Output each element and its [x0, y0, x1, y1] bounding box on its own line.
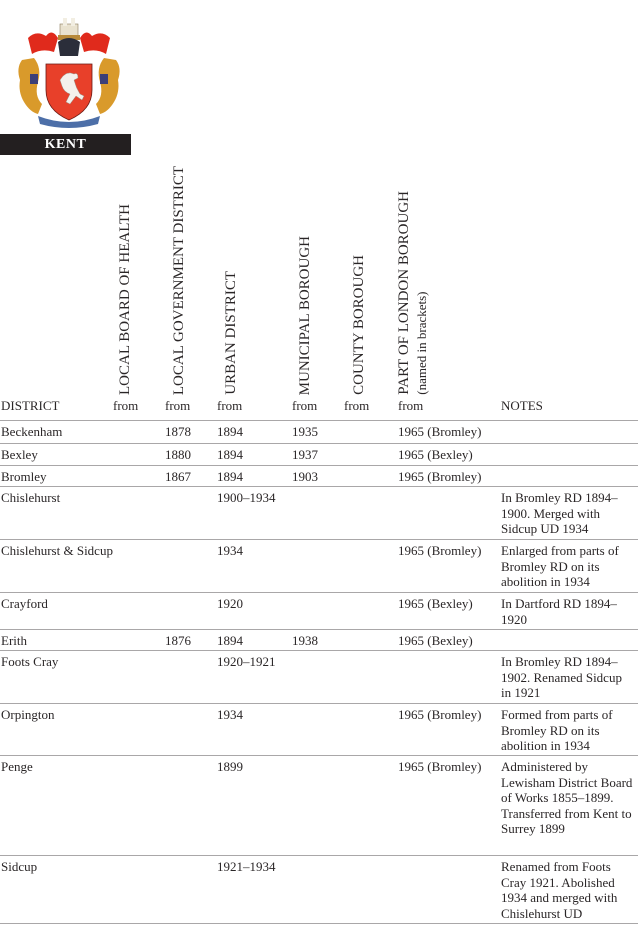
cell-ud: 1934: [217, 543, 243, 558]
cell-lgd: 1867: [165, 469, 191, 484]
cell-lgd: 1876: [165, 633, 191, 648]
lion-right: [96, 58, 120, 114]
cell-district: Foots Cray: [1, 654, 59, 669]
cell-lb: 1965 (Bexley): [398, 633, 473, 648]
header-from-cb: from: [344, 398, 370, 413]
cell-lb: 1965 (Bromley): [398, 543, 482, 558]
table-row: [0, 592, 638, 630]
column-heading-county-borough: COUNTY BOROUGH: [351, 255, 367, 395]
cell-notes: Administered by Lewisham District Board of Works 1855–1899. Transferred from Kent to Surrey 1899: [501, 759, 633, 836]
county-label-bar: KENT: [0, 134, 131, 155]
header-from-ud: from: [217, 398, 243, 413]
table-row: [0, 629, 638, 651]
table-row: [0, 755, 638, 856]
header-from-lgd: from: [165, 398, 191, 413]
cell-lb: 1965 (Bexley): [398, 596, 473, 611]
cell-ud: 1899: [217, 759, 243, 774]
london-borough-title: PART OF LONDON BOROUGH: [396, 191, 412, 395]
cell-ud: 1894: [217, 447, 243, 462]
column-heading-local-board-of-health: LOCAL BOARD OF HEALTH: [117, 204, 133, 395]
cell-district: Penge: [1, 759, 33, 774]
header-from-lb: from: [398, 398, 424, 413]
cell-lb: 1965 (Bromley): [398, 424, 482, 439]
cell-ud: 1920: [217, 596, 243, 611]
cell-ud: 1894: [217, 633, 243, 648]
table-header-row: [0, 398, 638, 416]
cell-lb: 1965 (Bromley): [398, 759, 482, 774]
cell-mb: 1903: [292, 469, 318, 484]
cell-district: Erith: [1, 633, 27, 648]
cell-notes: In Bromley RD 1894–1900. Merged with Sidcup UD 1934: [501, 490, 618, 536]
table-row: [0, 486, 638, 540]
mantling-left: [28, 32, 58, 54]
column-heading-urban-district: URBAN DISTRICT: [223, 271, 239, 395]
table-row: [0, 443, 638, 466]
cell-notes: In Dartford RD 1894–1920: [501, 596, 617, 627]
lion-left: [18, 58, 42, 114]
cell-ud: 1894: [217, 469, 243, 484]
cell-lgd: 1880: [165, 447, 191, 462]
cell-ud: 1921–1934: [217, 859, 276, 874]
cell-lb: 1965 (Bromley): [398, 469, 482, 484]
header-notes: NOTES: [501, 398, 543, 413]
cell-ud: 1894: [217, 424, 243, 439]
cell-mb: 1937: [292, 447, 318, 462]
cell-notes: Formed from parts of Bromley RD on its abolition in 1934: [501, 707, 613, 753]
cell-lgd: 1878: [165, 424, 191, 439]
column-heading-london-borough: [396, 191, 428, 395]
cell-lb: 1965 (Bexley): [398, 447, 473, 462]
cell-mb: 1938: [292, 633, 318, 648]
cell-district: Chislehurst & Sidcup: [1, 543, 113, 558]
header-from-mb: from: [292, 398, 318, 413]
column-heading-municipal-borough: MUNICIPAL BOROUGH: [297, 235, 313, 395]
cell-lb: 1965 (Bromley): [398, 707, 482, 722]
header-district: DISTRICT: [1, 398, 60, 413]
header-from-lbh: from: [113, 398, 139, 413]
cell-ud: 1920–1921: [217, 654, 276, 669]
table-row: [0, 420, 638, 444]
cell-district: Chislehurst: [1, 490, 61, 505]
cell-notes: Renamed from Foots Cray 1921. Abolished 1934 and merged with Chislehurst UD: [501, 859, 618, 921]
cell-district: Bexley: [1, 447, 38, 462]
table-row: [0, 539, 638, 593]
helm-icon: [58, 38, 80, 56]
mantling-right: [80, 32, 110, 54]
cell-district: Crayford: [1, 596, 48, 611]
table-row: [0, 855, 638, 924]
cell-mb: 1935: [292, 424, 318, 439]
cell-district: Bromley: [1, 469, 47, 484]
cell-district: Sidcup: [1, 859, 38, 874]
cell-ud: 1900–1934: [217, 490, 276, 505]
cell-notes: In Bromley RD 1894–1902. Renamed Sidcup in 1921: [501, 654, 622, 700]
column-heading-local-government-district: LOCAL GOVERNMENT DISTRICT: [171, 165, 187, 395]
ship-icon: [58, 18, 80, 40]
table-row: [0, 650, 638, 704]
cell-notes: Enlarged from parts of Bromley RD on its abolition in 1934: [501, 543, 619, 589]
table-row: [0, 465, 638, 487]
kent-coat-of-arms: [8, 8, 130, 128]
cell-district: Orpington: [1, 707, 55, 722]
table-bottom-rule: [0, 923, 638, 924]
cell-ud: 1934: [217, 707, 243, 722]
cell-district: Beckenham: [1, 424, 63, 439]
london-borough-subtitle: (named in brackets): [414, 291, 429, 395]
table-row: [0, 703, 638, 756]
